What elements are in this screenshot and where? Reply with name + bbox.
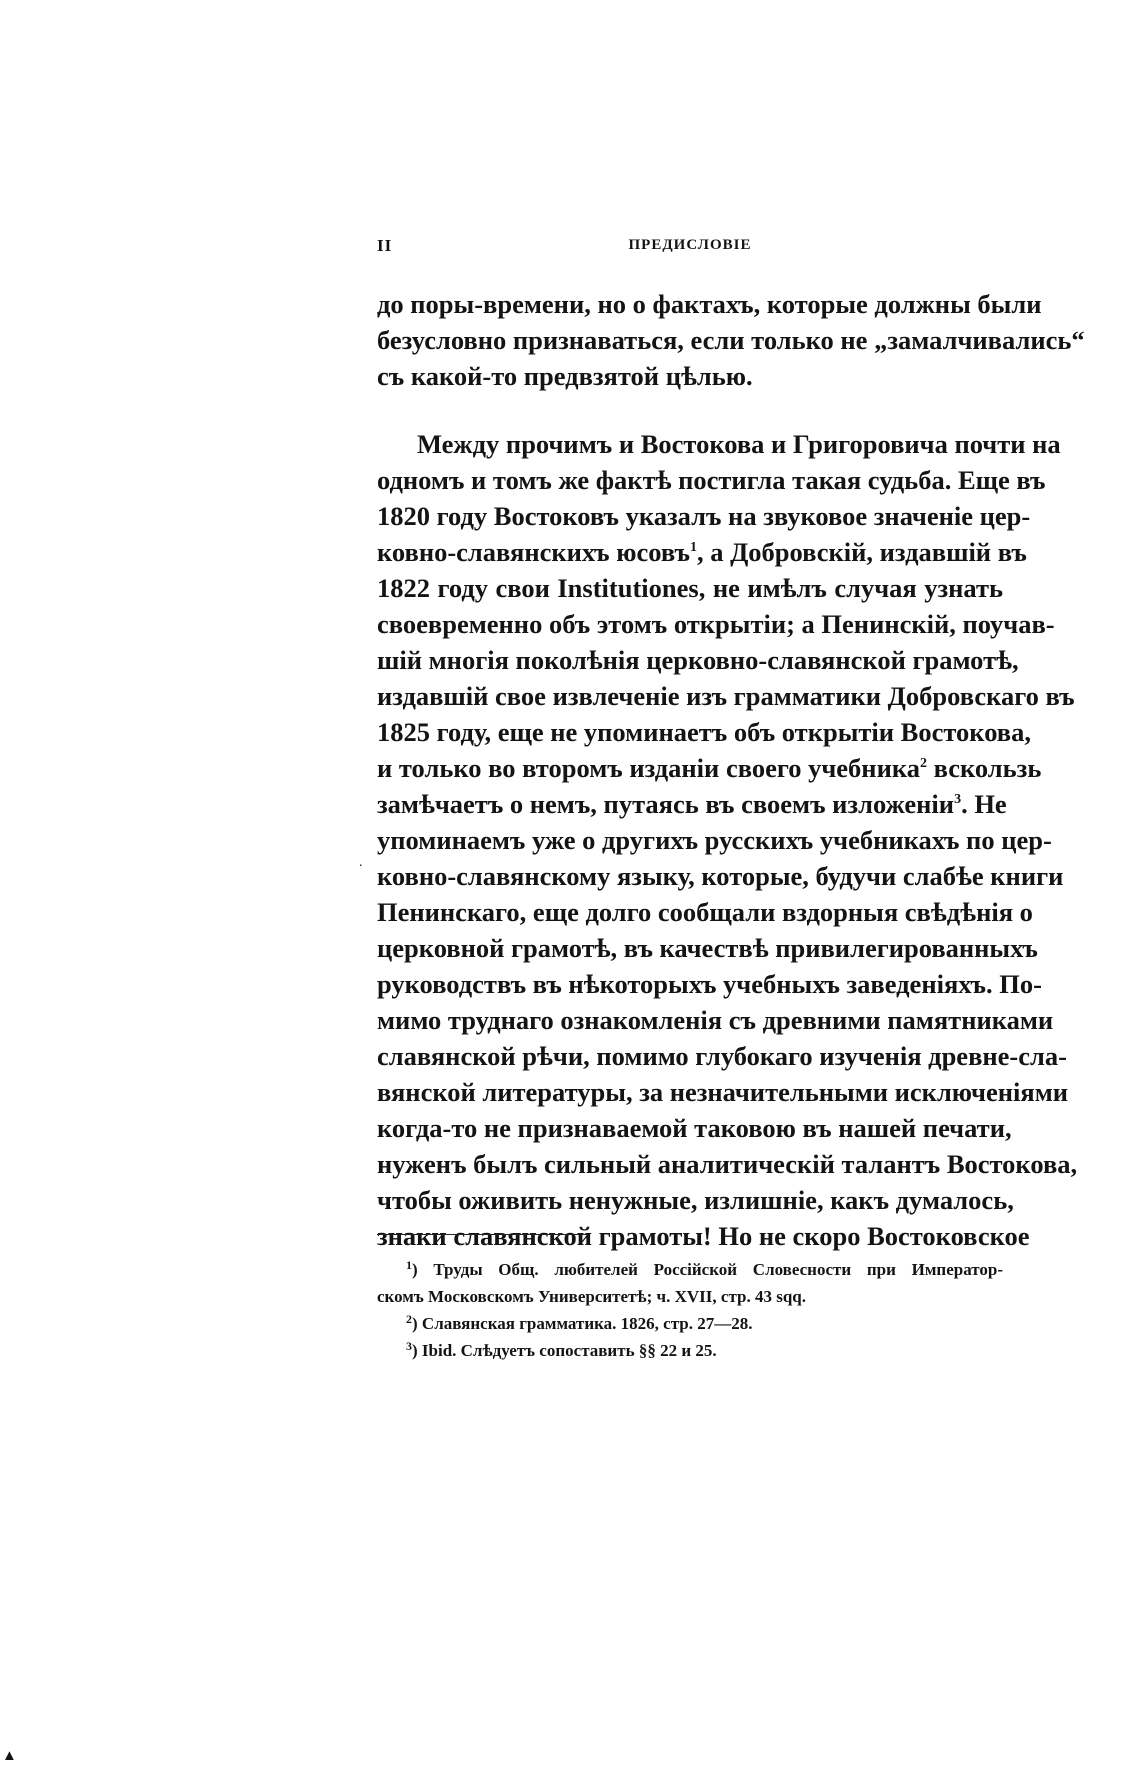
text-line: мимо труднаго ознакомленія съ древними памятниками xyxy=(377,1005,1054,1035)
footnote-1-line: скомъ Московскомъ Университетѣ; ч. XVII, стр. 43 sqq. xyxy=(377,1287,806,1306)
text-line: вянской литературы, за незначительными исключеніями xyxy=(377,1077,1069,1107)
text-segment: и только во второмъ изданіи своего учебника xyxy=(377,753,920,783)
text-line: своевременно объ этомъ открытіи; а Пенинскій, поучав- xyxy=(377,609,1055,639)
footnote-2-text: ) Славянская грамматика. 1826, стр. 27—28. xyxy=(412,1314,753,1333)
footnote-1-text: ) Труды Общ. любителей Россійской Словесности при Император- xyxy=(412,1260,1003,1279)
text-line: издавшій свое извлеченіе изъ грамматики Добровскаго въ xyxy=(377,681,1075,711)
margin-speck: . xyxy=(359,855,363,870)
footnotes xyxy=(377,1256,1003,1364)
text-line: 1825 году, еще не упоминаетъ объ открытіи Востокова, xyxy=(377,717,1031,747)
text-line: славянской рѣчи, помимо глубокаго изученія древне-сла- xyxy=(377,1041,1067,1071)
footnote-ref-2: 2 xyxy=(919,756,927,771)
text-line: шій многія поколѣнія церковно-славянской грамотѣ, xyxy=(377,645,1019,675)
text-line: Пенинскаго, еще долго сообщали вздорныя свѣдѣнія о xyxy=(377,897,1033,927)
footnote-2-line xyxy=(377,1310,1003,1337)
text-segment: . Не xyxy=(961,789,1007,819)
footnote-3-line xyxy=(377,1337,1003,1364)
text-line: ковно-славянскому языку, которые, будучи слабѣе книги xyxy=(377,861,1064,891)
text-segment: замѣчаетъ о немъ, путаясь въ своемъ изложеніи xyxy=(377,789,955,819)
text-line: упоминаемъ уже о другихъ русскихъ учебникахъ по цер- xyxy=(377,825,1052,855)
text-line: Между прочимъ и Востокова и Григоровича почти на xyxy=(417,429,1061,459)
text-line: безусловно признаваться, если только не „замалчивались“ xyxy=(377,325,1085,355)
text-segment: ковно-славянскихъ юсовъ xyxy=(377,537,690,567)
page-number: II xyxy=(377,236,393,255)
body-text xyxy=(377,286,1085,1254)
footnote-ref-1: 1 xyxy=(689,540,697,555)
text-line xyxy=(377,534,1027,570)
text-line xyxy=(377,786,1007,822)
text-line: 1822 году свои Institutiones, не имѣлъ случая узнать xyxy=(377,573,1003,603)
text-line: руководствъ въ нѣкоторыхъ учебныхъ заведеніяхъ. По- xyxy=(377,969,1042,999)
running-head: ПРЕДИСЛОВІЕ xyxy=(628,237,752,253)
paragraph-gap xyxy=(377,394,1003,426)
footnote-2-number: 2 xyxy=(406,1312,412,1326)
text-line: чтобы оживить ненужные, излишніе, какъ думалось, xyxy=(377,1185,1014,1215)
text-line: съ какой-то предвзятой цѣлью. xyxy=(377,361,753,391)
text-line: церковной грамотѣ, въ качествѣ привилегированныхъ xyxy=(377,933,1038,963)
text-line: 1820 году Востоковъ указалъ на звуковое значеніе цер- xyxy=(377,501,1031,531)
scan-triangle-icon: ▲ xyxy=(2,1748,17,1764)
footnote-rule xyxy=(377,1234,587,1235)
text-line: когда-то не признаваемой таковою въ нашей печати, xyxy=(377,1113,1012,1143)
text-segment: , а Добровскій, издавшій въ xyxy=(696,537,1027,567)
text-line: одномъ и томъ же фактѣ постигла такая судьба. Еще въ xyxy=(377,465,1046,495)
text-line: до поры-времени, но о фактахъ, которые должны были xyxy=(377,289,1042,319)
text-segment: вскользь xyxy=(926,753,1042,783)
text-line: знаки славянской грамоты! Но не скоро Востоковское xyxy=(377,1221,1030,1251)
footnote-1-line xyxy=(377,1256,1003,1283)
footnote-1-number: 1 xyxy=(406,1258,412,1272)
text-line: нуженъ былъ сильный аналитическій талантъ Востокова, xyxy=(377,1149,1078,1179)
footnote-ref-3: 3 xyxy=(954,792,962,807)
footnote-3-text: ) Ibid. Слѣдуетъ сопоставить §§ 22 и 25. xyxy=(412,1341,717,1360)
text-line xyxy=(377,750,1042,786)
footnote-3-number: 3 xyxy=(406,1339,412,1353)
page-header xyxy=(377,236,1003,260)
